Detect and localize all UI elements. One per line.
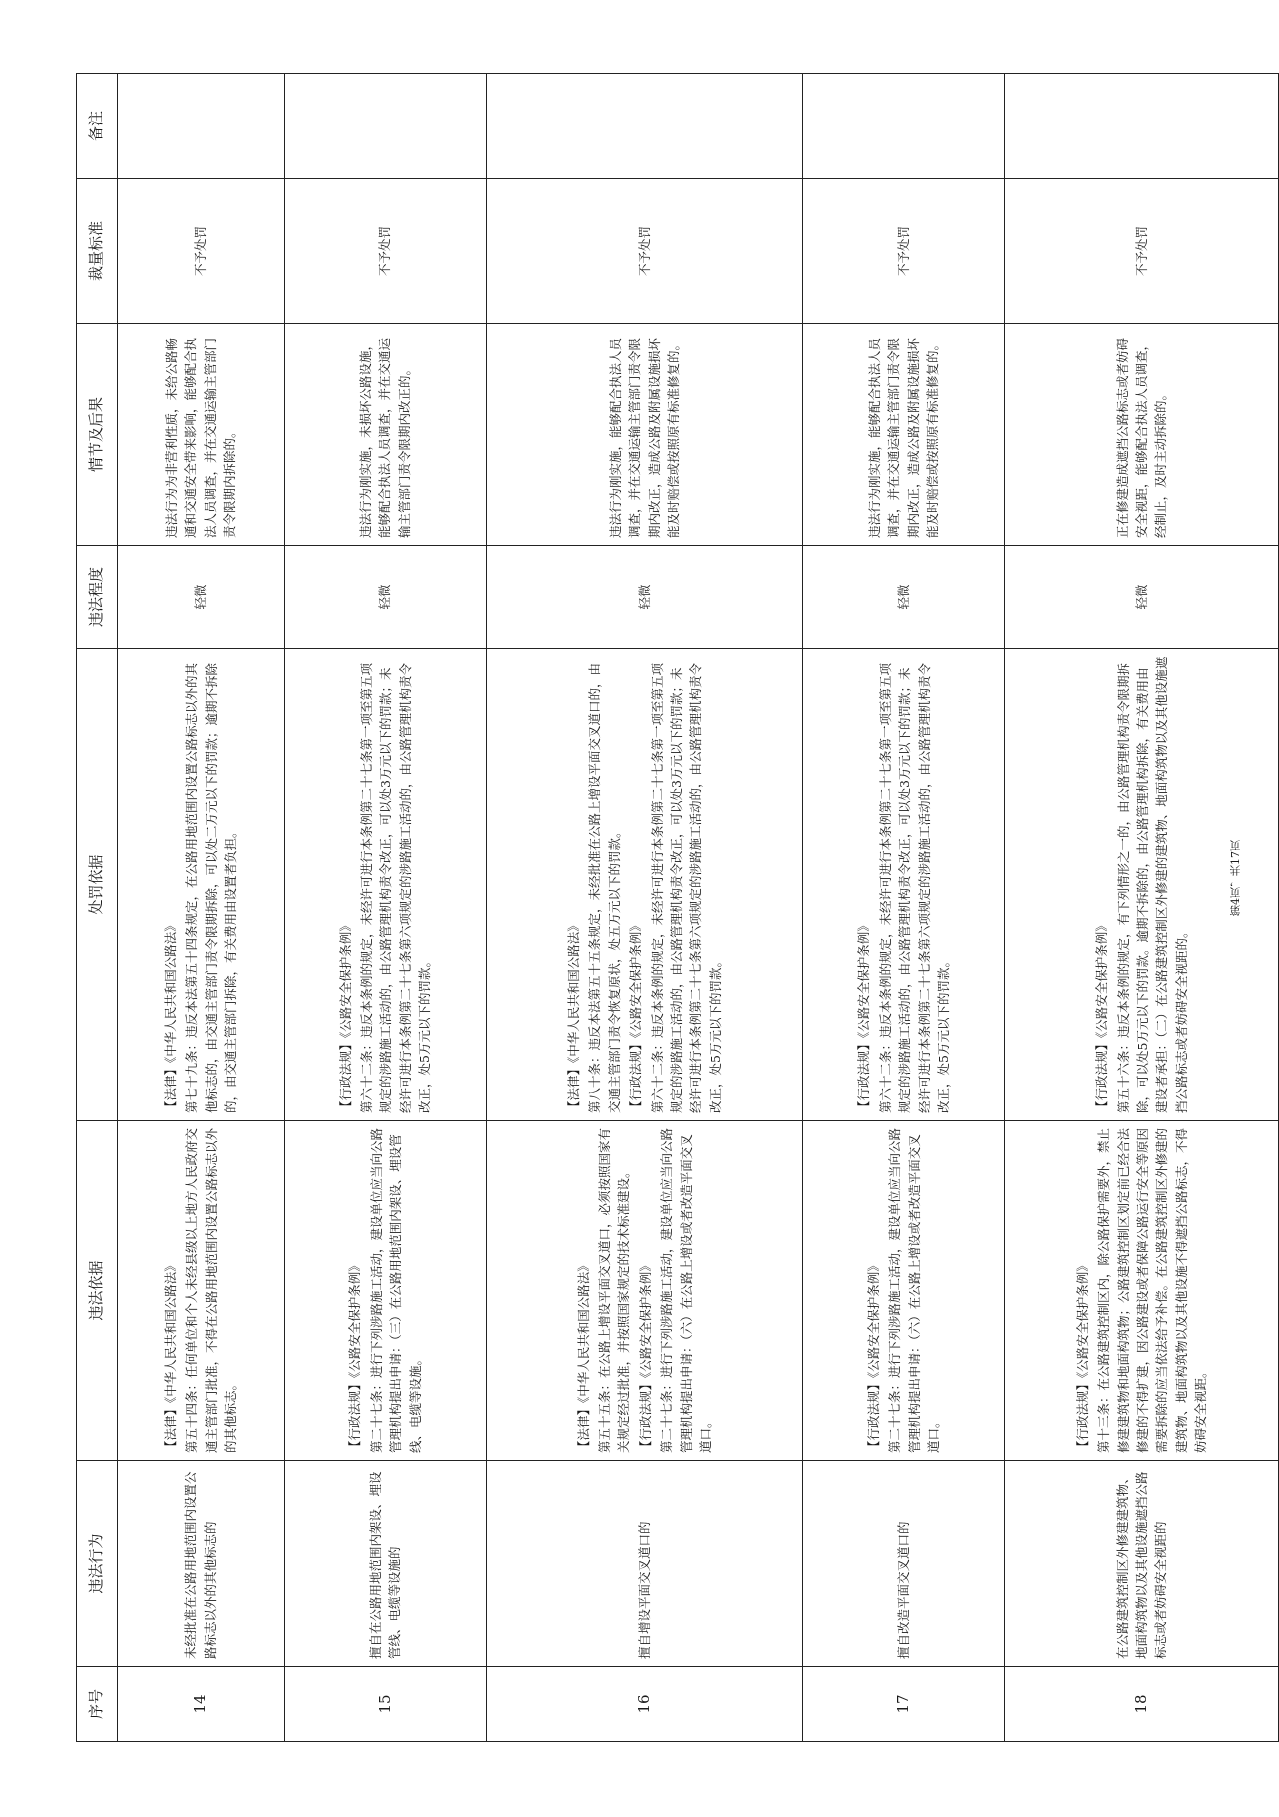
- row-number: 17: [803, 1667, 1005, 1742]
- penalty-article: 第六十二条：违反本条例的规定，未经许可进行本条例第二十七条第一项至第五项规定的涉路施工活动的，由公路管理机构责令改正，可以处3万元以下的罚款；未经许可进行本条例第二十七条第六项规定的涉路施工活动的，由公路管理机构责令改正，处5万元以下的罚款。: [359, 662, 433, 1113]
- penalty-source: 【法律】《中华人民共和国公路法》: [566, 919, 581, 1113]
- table-row: [486, 74, 803, 1742]
- violation-basis: [1005, 1121, 1279, 1461]
- violation-degree: 轻微: [1005, 546, 1279, 649]
- circumstances: 违法行为为非营利性质，未给公路畅通和交通安全带来影响，能够配合执法人员调查，并在交通运输主管部门责令限期内拆除的。: [118, 324, 285, 546]
- row-number: 15: [284, 1667, 486, 1742]
- violation-basis: [486, 1121, 803, 1461]
- penalty-regulation-article: 第六十二条：违反本条例的规定，未经许可进行本条例第二十七条第一项至第五项规定的涉路施工活动的，由公路管理机构责令改正，可以处3万元以下的罚款；未经许可进行本条例第二十七条第六项规定的涉路施工活动的，由公路管理机构责令改正，处5万元以下的罚款。: [649, 662, 723, 1113]
- note-cell: [486, 74, 803, 179]
- penalty-source: 【法律】《中华人民共和国公路法》: [163, 919, 179, 1113]
- header-act: 违法行为: [77, 1461, 118, 1667]
- penalty-article: 第七十九条：违反本法第五十四条规定，在公路用地范围内设置公路标志以外的其他标志的，由交通主管部门责令限期拆除，可以处二万元以下的罚款；逾期不拆除的，由交通主管部门拆除，有关费用由设置者负担。: [184, 662, 239, 1113]
- header-no: 序号: [77, 1667, 118, 1742]
- penalty-article: 第八十条：违反本法第五十五条规定，未经批准在公路上增设平面交叉道口的，由交通主管部门责令恢复原状，处五万元以下的罚款。: [587, 662, 622, 1113]
- table-header-row: [77, 74, 118, 1742]
- discretion-standard: 不予处罚: [803, 179, 1005, 324]
- note-cell: [803, 74, 1005, 179]
- violation-act: 擅自增设平面交叉道口的: [486, 1461, 803, 1667]
- penalty-source: 【行政法规】《公路安全保护条例》: [856, 919, 872, 1113]
- violation-basis: [284, 1121, 486, 1461]
- table-row: [284, 74, 486, 1742]
- violation-act: 擅自改造平面交叉道口的: [803, 1461, 1005, 1667]
- violation-degree: 轻微: [118, 546, 285, 649]
- circumstances: 违法行为刚实施，能够配合执法人员调查，并在交通运输主管部门责令限期内改正，造成公路及附属设施损坏能及时赔偿或按照原有标准修复的。: [803, 324, 1005, 546]
- page-number: 第4页，共17页: [1229, 840, 1242, 916]
- violation-degree: 轻微: [803, 546, 1005, 649]
- law-source: 【行政法规】《公路安全保护条例》: [347, 1259, 363, 1453]
- violation-act: 在公路建筑控制区外修建建筑物、地面构筑物以及其他设施遮挡公路标志或者妨碍安全视距的: [1005, 1461, 1279, 1667]
- note-cell: [284, 74, 486, 179]
- header-circumstances: 情节及后果: [77, 324, 118, 546]
- note-cell: [1005, 74, 1279, 179]
- rotated-page: [76, 74, 1279, 1742]
- penalty-discretion-table: [76, 73, 1279, 1742]
- penalty-basis: [803, 649, 1005, 1121]
- header-degree: 违法程度: [77, 546, 118, 649]
- discretion-standard: 不予处罚: [118, 179, 285, 324]
- law-article: 第二十七条：进行下列涉路施工活动，建设单位应当向公路管理机构提出申请：（六）在公路上增设或者改造平面交叉道口。: [887, 1127, 942, 1453]
- header-standard: 裁量标准: [77, 179, 118, 324]
- penalty-basis: [118, 649, 285, 1121]
- law-article: 第二十七条：进行下列涉路施工活动，建设单位应当向公路管理机构提出申请：（三）在公路用地范围内架设、埋设管线、电缆等设施。: [368, 1127, 423, 1453]
- violation-act: 未经批准在公路用地范围内设置公路标志以外的其他标志的: [118, 1461, 285, 1667]
- penalty-article: 第五十六条：违反本条例的规定，有下列情形之一的，由公路管理机构责令限期拆除，可以处5万元以下的罚款。逾期不拆除的，由公路管理机构拆除，有关费用由建设者承担：（二）在公路建筑控制区外修建的建筑物、地面构筑物以及其他设施遮挡公路标志或者妨碍安全视距的。: [1115, 656, 1189, 1113]
- penalty-regulation-source: 【行政法规】《公路安全保护条例》: [628, 919, 644, 1113]
- violation-act: 擅自在公路用地范围内架设、埋设管线、电缆等设施的: [284, 1461, 486, 1667]
- law-source: 【行政法规】《公路安全保护条例》: [1074, 1259, 1090, 1453]
- circumstances: 违法行为刚实施，未损坏公路设施，能够配合执法人员调查，并在交通运输主管部门责令限期内改正的。: [284, 324, 486, 546]
- law-source: 【法律】《中华人民共和国公路法》: [163, 1259, 179, 1453]
- penalty-basis: [486, 649, 803, 1121]
- violation-degree: 轻微: [486, 546, 803, 649]
- law-article: 第十三条：在公路建筑控制区内，除公路保护需要外，禁止修建建筑物和地面构筑物；公路建筑控制区划定前已经合法修建的不得扩建，因公路建设或者保障公路运行安全等原因需要拆除的应当依法给予补偿。在公路建筑控制区外修建的建筑物、地面构筑物以及其他设施不得遮挡公路标志，不得妨碍安全视距。: [1096, 1127, 1209, 1453]
- law-source: 【行政法规】《公路安全保护条例》: [866, 1259, 882, 1453]
- circumstances: 违法行为刚实施，能够配合执法人员调查，并在交通运输主管部门责令限期内改正，造成公路及附属设施损坏能及时赔偿或按照原有标准修复的。: [486, 324, 803, 546]
- row-number: 18: [1005, 1667, 1279, 1742]
- table-row: [803, 74, 1005, 1742]
- discretion-standard: 不予处罚: [1005, 179, 1279, 324]
- header-law: 违法依据: [77, 1121, 118, 1461]
- law-article: 第五十四条：任何单位和个人未经县级以上地方人民政府交通主管部门批准，不得在公路用地范围内设置公路标志以外的其他标志。: [184, 1127, 239, 1453]
- header-penalty: 处罚依据: [77, 649, 118, 1121]
- discretion-standard: 不予处罚: [486, 179, 803, 324]
- regulation-source: 【行政法规】《公路安全保护条例》: [637, 1259, 653, 1453]
- discretion-standard: 不予处罚: [284, 179, 486, 324]
- regulation-article: 第二十七条：进行下列涉路施工活动，建设单位应当向公路管理机构提出申请：（六）在公路上增设或者改造平面交叉道口。: [659, 1127, 713, 1453]
- row-number: 14: [118, 1667, 285, 1742]
- penalty-basis: [284, 649, 486, 1121]
- penalty-source: 【行政法规】《公路安全保护条例》: [337, 919, 353, 1113]
- law-article: 第五十五条：在公路上增设平面交叉道口，必须按照国家有关规定经过批准，并按照国家规定的技术标准建设。: [597, 1127, 632, 1453]
- table-row: [118, 74, 285, 1742]
- violation-basis: [118, 1121, 285, 1461]
- header-note: 备注: [77, 74, 118, 179]
- penalty-article: 第六十二条：违反本条例的规定，未经许可进行本条例第二十七条第一项至第五项规定的涉路施工活动的，由公路管理机构责令改正，可以处3万元以下的罚款；未经许可进行本条例第二十七条第六项规定的涉路施工活动的，由公路管理机构责令改正，处5万元以下的罚款。: [877, 662, 951, 1113]
- circumstances: 正在修建造成遮挡公路标志或者妨碍安全视距，能够配合执法人员调查，经制止，及时主动拆除的。: [1005, 324, 1279, 546]
- row-number: 16: [486, 1667, 803, 1742]
- violation-degree: 轻微: [284, 546, 486, 649]
- law-source: 【法律】《中华人民共和国公路法》: [575, 1259, 591, 1453]
- note-cell: [118, 74, 285, 179]
- penalty-source: 【行政法规】《公路安全保护条例》: [1094, 919, 1110, 1113]
- violation-basis: [803, 1121, 1005, 1461]
